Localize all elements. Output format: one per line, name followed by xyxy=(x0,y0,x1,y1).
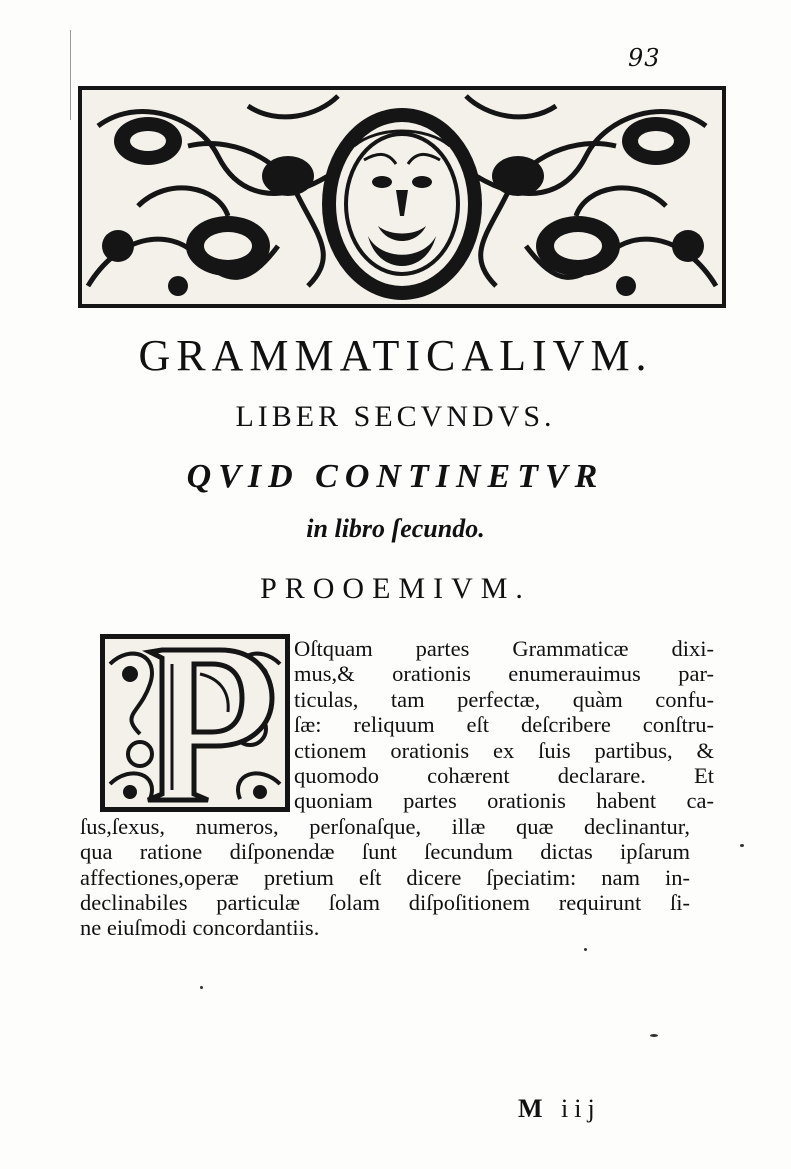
signature-number: iij xyxy=(561,1094,601,1123)
text-line: declinabiles particulæ ſolam diſpoſitionem requirunt ſi- xyxy=(80,889,690,915)
text-line: quomodo cohærent declarare. Et xyxy=(294,762,714,788)
proem-text xyxy=(80,636,720,941)
section-heading: PROOEMIVM. xyxy=(260,572,531,605)
gutter-edge xyxy=(70,30,71,120)
signature-letter: M xyxy=(518,1094,549,1123)
text-line: mus,& orationis enumerauimus par- xyxy=(294,661,714,687)
text-line: Oſtquam partes Grammaticæ dixi- xyxy=(294,636,714,661)
book-subtitle: LIBER SECVNDVS. xyxy=(235,400,556,433)
ink-speck xyxy=(650,1034,658,1037)
ornamental-headpiece xyxy=(78,86,726,308)
contents-subheading: in libro ſecundo. xyxy=(306,514,485,543)
text-line: ticulas, tam perfectæ, quàm confu- xyxy=(294,686,714,712)
text-line: ctionem orationis ex ſuis partibus, & xyxy=(294,737,714,763)
ink-speck xyxy=(740,844,744,847)
book-title: GRAMMATICALIVM. xyxy=(138,331,653,380)
text-line: ne eiuſmodi concordantiis. xyxy=(80,915,320,941)
signature-mark xyxy=(518,1094,601,1124)
ink-speck xyxy=(584,948,587,951)
text-line: quoniam partes orationis habent ca- xyxy=(294,788,714,814)
text-line: ſæ: reliquum eſt deſcribere conſtru- xyxy=(294,712,714,738)
text-line: qua ratione diſponendæ ſunt ſecundum dictas ipſarum xyxy=(80,839,690,865)
page-number: 93 xyxy=(628,44,661,72)
ink-speck xyxy=(200,986,203,989)
text-line: ſus,ſexus, numeros, perſonaſque, illæ quæ declinantur, xyxy=(80,813,690,839)
contents-heading: QVID CONTINETVR xyxy=(186,458,605,495)
text-line: affectiones,operæ pretium eſt dicere ſpeciatim: nam in- xyxy=(80,864,690,890)
